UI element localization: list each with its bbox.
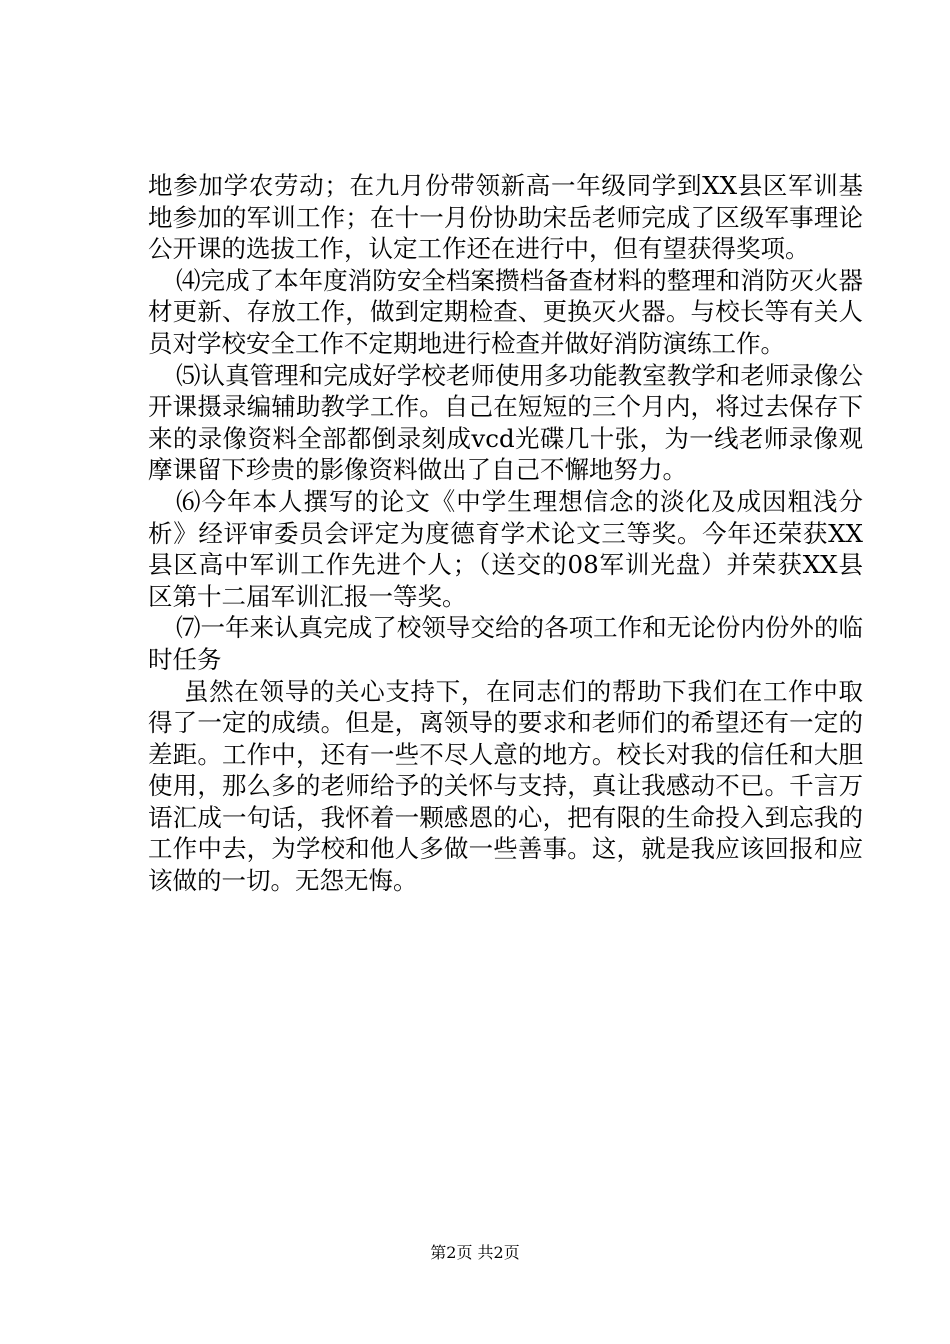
paragraph-item-6: ⑹今年本人撰写的论文《中学生理想信念的淡化及成因粗浅分析》经评审委员会评定为度德育学术论文三等奖。今年还荣获XX县区高中军训工作先进个人；（送交的08军训光盘）并荣获XX县区第十二届军训汇报一等奖。 (148, 486, 863, 611)
document-body (148, 170, 863, 897)
page-number-footer: 第2页 共2页 (430, 1243, 520, 1262)
paragraph-item-5: ⑸认真管理和完成好学校老师使用多功能教室教学和老师录像公开课摄录编辅助教学工作。自己在短短的三个月内，将过去保存下来的录像资料全部都倒录刻成vcd光碟几十张，为一线老师录像观摩课留下珍贵的影像资料做出了自己不懈地努力。 (148, 360, 863, 485)
paragraph-continuation: 地参加学农劳动；在九月份带领新高一年级同学到XX县区军训基地参加的军训工作；在十一月份协助宋岳老师完成了区级军事理论公开课的选拔工作，认定工作还在进行中，但有望获得奖项。 (148, 171, 863, 264)
paragraph-closing: 虽然在领导的关心支持下，在同志们的帮助下我们在工作中取得了一定的成绩。但是，离领导的要求和老师们的希望还有一定的差距。工作中，还有一些不尽人意的地方。校长对我的信任和大胆使用，那么多的老师给予的关怀与支持，真让我感动不已。千言万语汇成一句话，我怀着一颗感恩的心，把有限的生命投入到忘我的工作中去，为学校和他人多做一些善事。这，就是我应该回报和应该做的一切。无怨无悔。 (148, 676, 863, 896)
paragraph-item-7: ⑺一年来认真完成了校领导交给的各项工作和无论份内份外的临时任务 (148, 613, 863, 674)
paragraph-item-4: ⑷完成了本年度消防安全档案攒档备查材料的整理和消防灭火器材更新、存放工作，做到定期检查、更换灭火器。与校长等有关人员对学校安全工作不定期地进行检查并做好消防演练工作。 (148, 265, 863, 358)
